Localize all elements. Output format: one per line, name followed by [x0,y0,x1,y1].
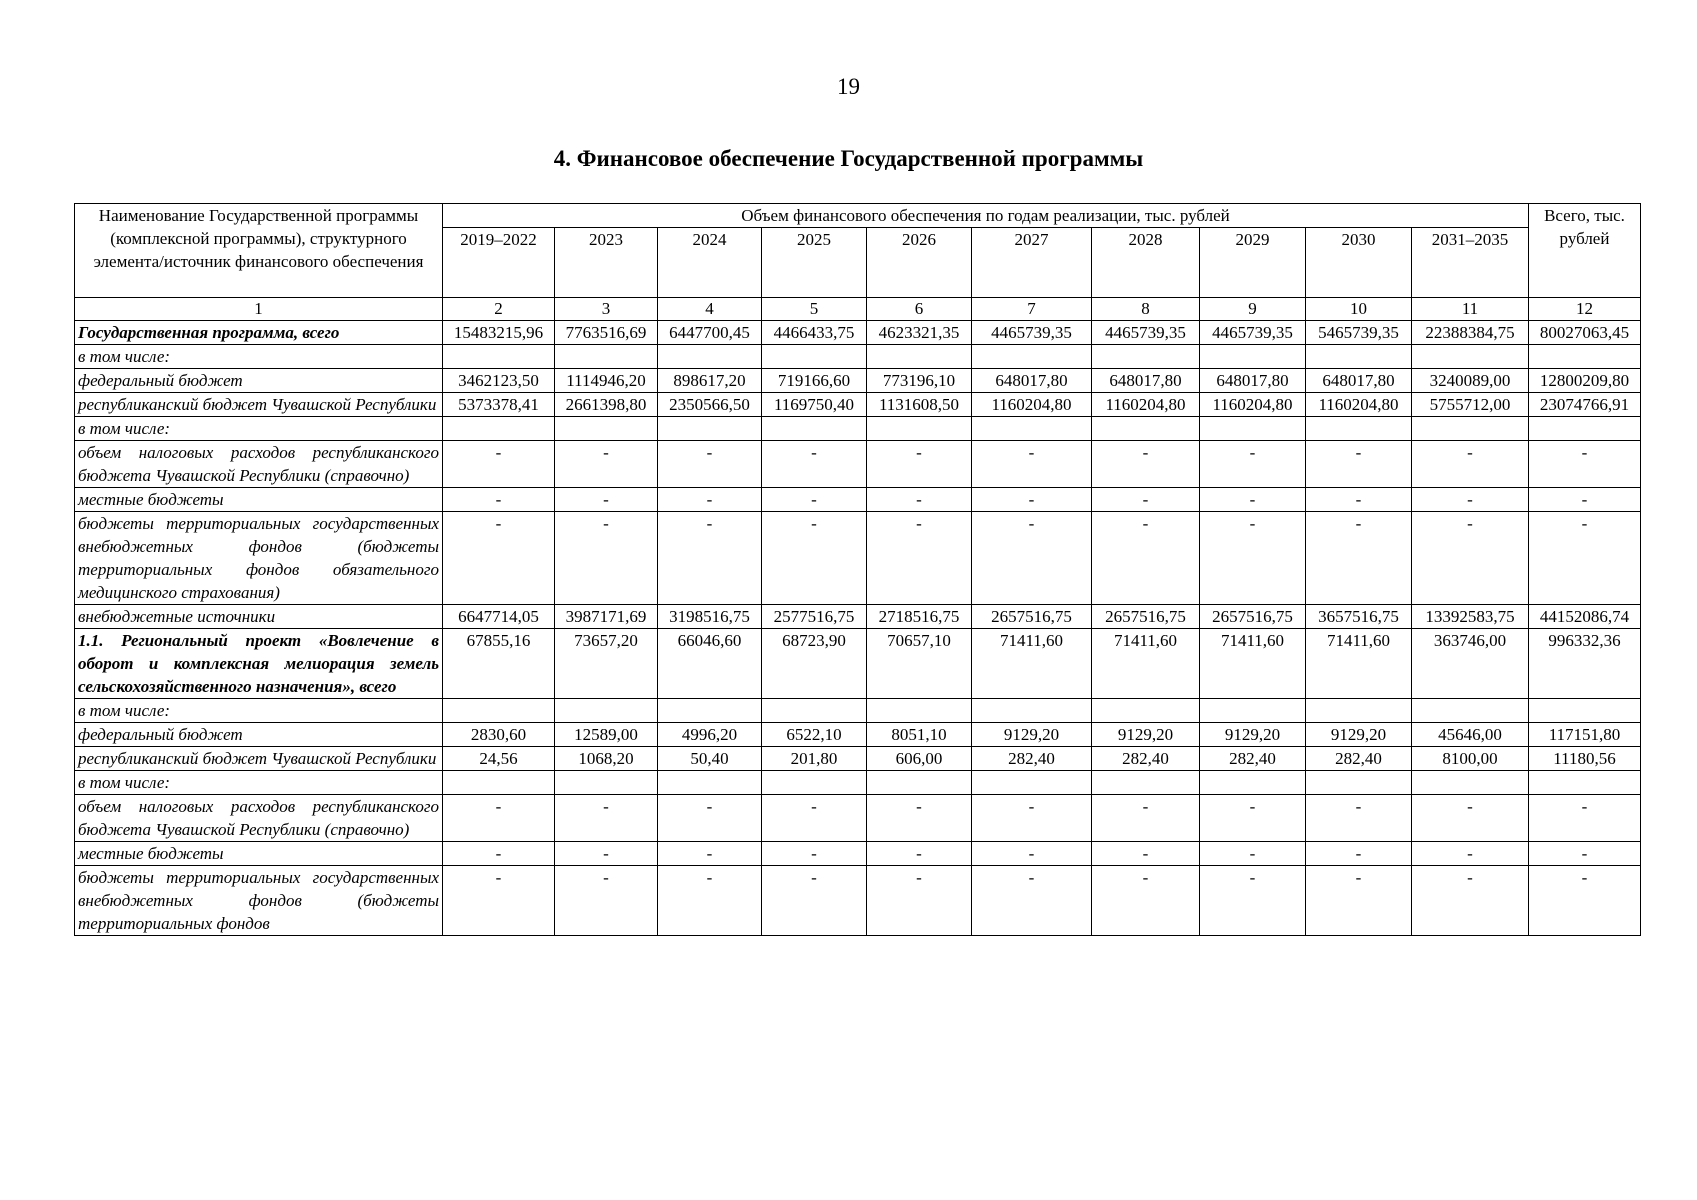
value-cell [972,771,1092,795]
value-cell [443,699,555,723]
value-cell [1092,699,1200,723]
table-row [75,842,1641,866]
value-cell: 2657516,75 [1200,605,1306,629]
value-cell: - [762,866,867,936]
value-cell: 1131608,50 [867,393,972,417]
column-number: 4 [658,298,762,321]
table-row [75,345,1641,369]
value-cell: - [443,866,555,936]
table-row [75,866,1641,936]
value-cell: 5755712,00 [1412,393,1529,417]
value-cell: 9129,20 [1092,723,1200,747]
value-cell: 2350566,50 [658,393,762,417]
column-numbers-row [75,298,1641,321]
page-number: 19 [837,74,860,99]
column-number: 2 [443,298,555,321]
value-cell: 282,40 [1306,747,1412,771]
table-row [75,369,1641,393]
value-cell: - [555,866,658,936]
table-row [75,723,1641,747]
value-cell: - [1200,795,1306,842]
value-cell [762,699,867,723]
value-cell [1412,699,1529,723]
value-cell: - [443,441,555,488]
value-cell: - [658,488,762,512]
value-cell: 9129,20 [972,723,1092,747]
value-cell: 1160204,80 [972,393,1092,417]
value-cell: - [1529,866,1641,936]
value-cell: - [867,512,972,605]
value-cell: 2657516,75 [972,605,1092,629]
value-cell: - [443,795,555,842]
value-cell [1529,417,1641,441]
value-cell [867,345,972,369]
value-cell: 1160204,80 [1200,393,1306,417]
value-cell: 71411,60 [1306,629,1412,699]
value-cell: 9129,20 [1306,723,1412,747]
value-cell: - [1412,795,1529,842]
header-year: 2028 [1092,228,1200,298]
value-cell: 6522,10 [762,723,867,747]
value-cell [867,417,972,441]
value-cell: - [867,795,972,842]
value-cell [1200,417,1306,441]
row-label: республиканский бюджет Чувашской Республики [75,393,443,417]
value-cell: - [1412,512,1529,605]
value-cell: 23074766,91 [1529,393,1641,417]
header-year: 2024 [658,228,762,298]
value-cell [1412,345,1529,369]
value-cell: - [1092,795,1200,842]
value-cell: 9129,20 [1200,723,1306,747]
value-cell: 2661398,80 [555,393,658,417]
value-cell: - [1306,488,1412,512]
row-label: федеральный бюджет [75,369,443,393]
value-cell: - [1200,842,1306,866]
header-name-column: Наименование Государственной программы (комплексной программы), структурного элемента/источник финансового обеспечения [75,204,443,298]
value-cell: - [762,512,867,605]
row-label: 1.1. Региональный проект «Вовлечение в оборот и комплексная мелиорация земель сельскохозяйственного назначения», всего [75,629,443,699]
row-label: в том числе: [75,345,443,369]
value-cell: 363746,00 [1412,629,1529,699]
value-cell [972,345,1092,369]
header-year: 2026 [867,228,972,298]
value-cell: - [443,512,555,605]
value-cell: 4466433,75 [762,321,867,345]
header-year: 2019–2022 [443,228,555,298]
value-cell: - [972,795,1092,842]
value-cell: - [972,866,1092,936]
header-year: 2030 [1306,228,1412,298]
value-cell: 4996,20 [658,723,762,747]
value-cell: 71411,60 [972,629,1092,699]
header-total: Всего, тыс. рублей [1529,204,1641,298]
value-cell: 2657516,75 [1092,605,1200,629]
value-cell: 282,40 [1200,747,1306,771]
value-cell: 3657516,75 [1306,605,1412,629]
table-row [75,488,1641,512]
value-cell: - [555,488,658,512]
value-cell [555,771,658,795]
row-label: объем налоговых расходов республиканского бюджета Чувашской Республики (справочно) [75,795,443,842]
value-cell [1529,771,1641,795]
value-cell: 6647714,05 [443,605,555,629]
value-cell: 1160204,80 [1306,393,1412,417]
row-label: местные бюджеты [75,488,443,512]
value-cell: 4623321,35 [867,321,972,345]
value-cell: 996332,36 [1529,629,1641,699]
value-cell: 7763516,69 [555,321,658,345]
column-number: 9 [1200,298,1306,321]
value-cell: 282,40 [1092,747,1200,771]
value-cell: 71411,60 [1092,629,1200,699]
value-cell: 67855,16 [443,629,555,699]
value-cell: 3240089,00 [1412,369,1529,393]
value-cell: 8051,10 [867,723,972,747]
value-cell: - [972,842,1092,866]
value-cell [1529,699,1641,723]
column-number: 12 [1529,298,1641,321]
table-row [75,747,1641,771]
value-cell [1092,345,1200,369]
row-label: бюджеты территориальных государственных внебюджетных фондов (бюджеты территориальных фондов [75,866,443,936]
value-cell [1529,345,1641,369]
column-number: 1 [75,298,443,321]
value-cell: 80027063,45 [1529,321,1641,345]
value-cell [1092,771,1200,795]
value-cell: - [1092,842,1200,866]
value-cell: - [1092,866,1200,936]
value-cell: - [867,441,972,488]
value-cell [658,345,762,369]
value-cell [1306,345,1412,369]
value-cell: 648017,80 [1306,369,1412,393]
value-cell [1412,417,1529,441]
row-label: федеральный бюджет [75,723,443,747]
row-label: в том числе: [75,699,443,723]
table-row [75,629,1641,699]
value-cell: - [1200,512,1306,605]
value-cell: - [762,795,867,842]
value-cell: 606,00 [867,747,972,771]
value-cell: - [762,488,867,512]
row-label: объем налоговых расходов республиканского бюджета Чувашской Республики (справочно) [75,441,443,488]
column-number: 7 [972,298,1092,321]
column-number: 3 [555,298,658,321]
header-year: 2029 [1200,228,1306,298]
value-cell: - [867,842,972,866]
value-cell: 3462123,50 [443,369,555,393]
header-year: 2031–2035 [1412,228,1529,298]
table-row [75,321,1641,345]
value-cell [1092,417,1200,441]
value-cell: - [1092,512,1200,605]
value-cell: 12589,00 [555,723,658,747]
table-row [75,605,1641,629]
value-cell [1412,771,1529,795]
value-cell: - [1529,512,1641,605]
value-cell: 4465739,35 [972,321,1092,345]
value-cell: 73657,20 [555,629,658,699]
header-row [75,204,1641,228]
value-cell [443,345,555,369]
value-cell: - [1412,866,1529,936]
value-cell: - [1306,441,1412,488]
value-cell: 1160204,80 [1092,393,1200,417]
value-cell [555,345,658,369]
value-cell: 201,80 [762,747,867,771]
financing-table [74,203,1641,936]
value-cell: 898617,20 [658,369,762,393]
value-cell: 44152086,74 [1529,605,1641,629]
value-cell: - [1529,488,1641,512]
table-row [75,512,1641,605]
table-row [75,699,1641,723]
value-cell: 70657,10 [867,629,972,699]
value-cell: - [867,866,972,936]
value-cell: 5465739,35 [1306,321,1412,345]
header-year: 2023 [555,228,658,298]
value-cell: - [1092,488,1200,512]
value-cell: - [658,842,762,866]
value-cell: 11180,56 [1529,747,1641,771]
value-cell: - [972,488,1092,512]
value-cell [555,699,658,723]
value-cell [658,771,762,795]
value-cell: 8100,00 [1412,747,1529,771]
table-row [75,417,1641,441]
value-cell: - [867,488,972,512]
value-cell [658,699,762,723]
value-cell: 648017,80 [972,369,1092,393]
document-title: 4. Финансовое обеспечение Государственной программы [553,146,1144,171]
value-cell: - [1306,866,1412,936]
value-cell [1306,699,1412,723]
value-cell: 68723,90 [762,629,867,699]
value-cell [555,417,658,441]
value-cell: 2830,60 [443,723,555,747]
value-cell: - [555,512,658,605]
value-cell: - [1200,441,1306,488]
value-cell: - [762,441,867,488]
value-cell [867,771,972,795]
value-cell: - [1306,512,1412,605]
value-cell [1200,699,1306,723]
value-cell: 3987171,69 [555,605,658,629]
value-cell: 648017,80 [1200,369,1306,393]
value-cell: 5373378,41 [443,393,555,417]
value-cell: 117151,80 [1529,723,1641,747]
value-cell [1306,417,1412,441]
value-cell [1200,345,1306,369]
value-cell [443,417,555,441]
value-cell: 1068,20 [555,747,658,771]
value-cell [1200,771,1306,795]
value-cell: 71411,60 [1200,629,1306,699]
value-cell: - [555,842,658,866]
value-cell: - [1412,842,1529,866]
row-label: бюджеты территориальных государственных внебюджетных фондов (бюджеты территориальных фондов обязательного медицинского страхования) [75,512,443,605]
value-cell: 12800209,80 [1529,369,1641,393]
row-label: в том числе: [75,771,443,795]
value-cell [762,417,867,441]
value-cell: 50,40 [658,747,762,771]
value-cell: 719166,60 [762,369,867,393]
value-cell: 13392583,75 [1412,605,1529,629]
value-cell [443,771,555,795]
value-cell: - [555,441,658,488]
value-cell: - [1200,488,1306,512]
table-row [75,393,1641,417]
value-cell: - [658,795,762,842]
row-label: местные бюджеты [75,842,443,866]
header-period-group: Объем финансового обеспечения по годам реализации, тыс. рублей [443,204,1529,228]
value-cell: 3198516,75 [658,605,762,629]
value-cell [972,699,1092,723]
value-cell [762,345,867,369]
value-cell: - [443,488,555,512]
value-cell [658,417,762,441]
row-label: в том числе: [75,417,443,441]
value-cell: - [1529,795,1641,842]
value-cell: - [972,512,1092,605]
value-cell: 1169750,40 [762,393,867,417]
value-cell: 24,56 [443,747,555,771]
value-cell: - [1200,866,1306,936]
table-row [75,771,1641,795]
value-cell: 4465739,35 [1200,321,1306,345]
value-cell [867,699,972,723]
value-cell: - [1412,441,1529,488]
table-row [75,441,1641,488]
value-cell: - [1529,842,1641,866]
value-cell: - [972,441,1092,488]
value-cell: 2718516,75 [867,605,972,629]
header-year: 2025 [762,228,867,298]
value-cell: 4465739,35 [1092,321,1200,345]
value-cell: 2577516,75 [762,605,867,629]
value-cell: - [443,842,555,866]
value-cell: - [658,512,762,605]
row-label: республиканский бюджет Чувашской Республики [75,747,443,771]
column-number: 5 [762,298,867,321]
value-cell: 282,40 [972,747,1092,771]
value-cell: - [658,866,762,936]
value-cell [972,417,1092,441]
value-cell: - [1412,488,1529,512]
row-label: Государственная программа, всего [75,321,443,345]
header-year: 2027 [972,228,1092,298]
value-cell: 22388384,75 [1412,321,1529,345]
value-cell: 1114946,20 [555,369,658,393]
value-cell: 66046,60 [658,629,762,699]
value-cell: - [762,842,867,866]
value-cell: 45646,00 [1412,723,1529,747]
value-cell: - [1306,842,1412,866]
value-cell: 15483215,96 [443,321,555,345]
value-cell [762,771,867,795]
value-cell: - [1092,441,1200,488]
value-cell: - [1306,795,1412,842]
value-cell: - [555,795,658,842]
column-number: 10 [1306,298,1412,321]
column-number: 8 [1092,298,1200,321]
value-cell [1306,771,1412,795]
value-cell: 773196,10 [867,369,972,393]
column-number: 11 [1412,298,1529,321]
value-cell: 6447700,45 [658,321,762,345]
value-cell: 648017,80 [1092,369,1200,393]
table-row [75,795,1641,842]
value-cell: - [1529,441,1641,488]
value-cell: - [658,441,762,488]
row-label: внебюджетные источники [75,605,443,629]
column-number: 6 [867,298,972,321]
